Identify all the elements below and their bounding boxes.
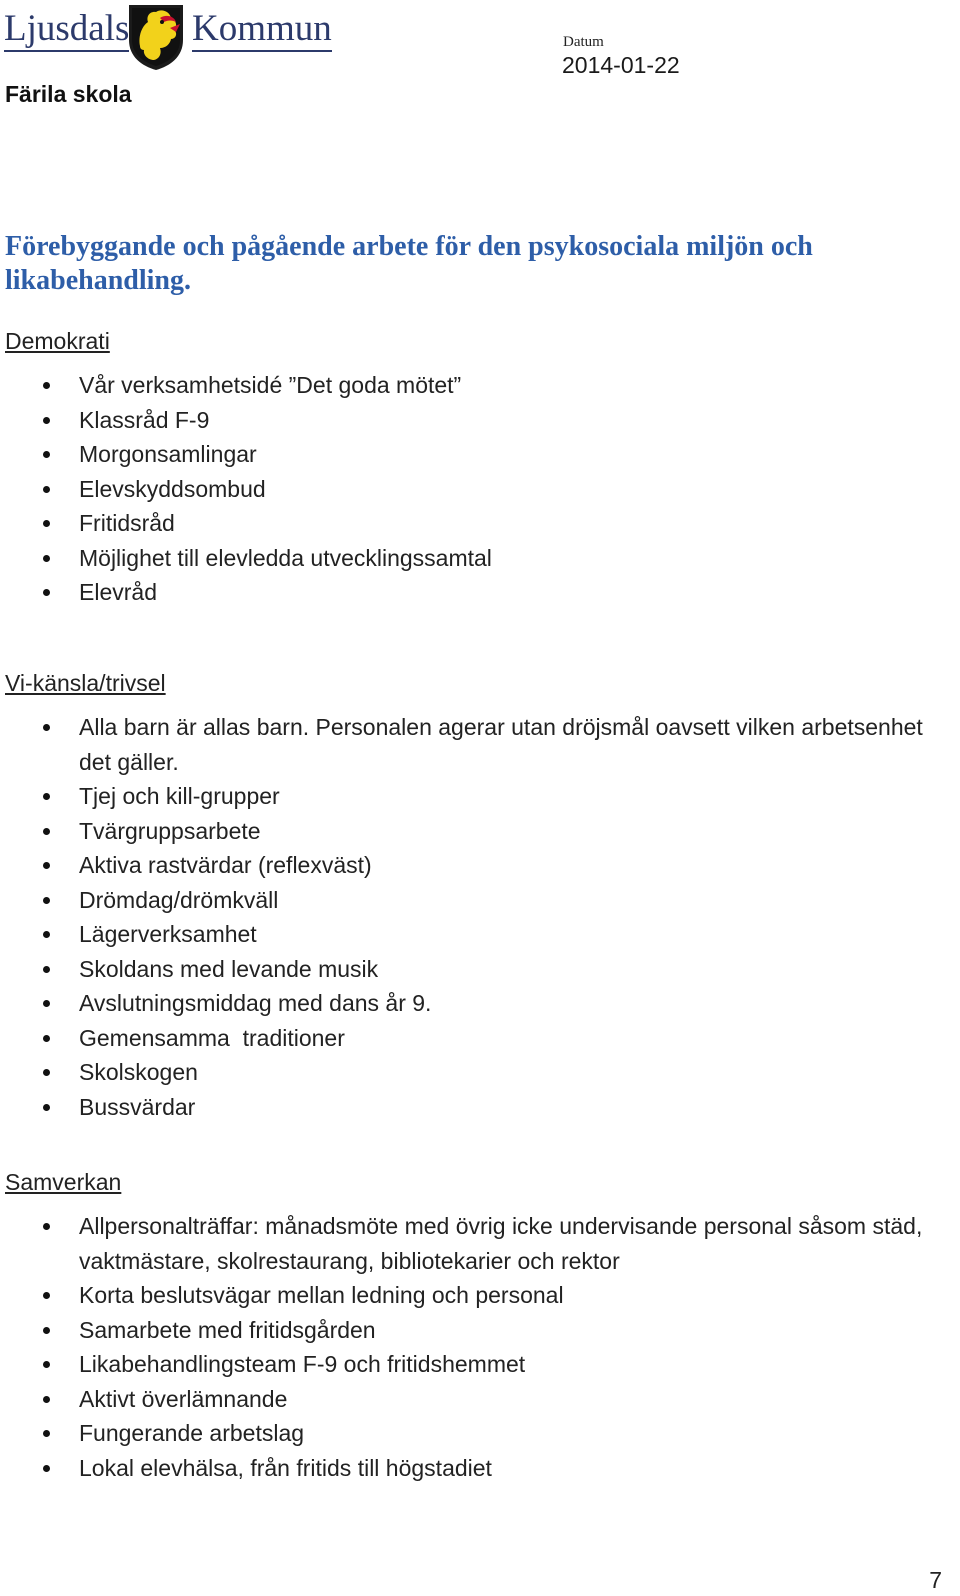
- list-item: Aktivt överlämnande: [0, 1382, 960, 1417]
- list-item: Samarbete med fritidsgården: [0, 1313, 960, 1348]
- list-item: Drömdag/drömkväll: [0, 883, 960, 918]
- list-item: Elevråd: [0, 575, 960, 610]
- logo-text-ljusdals: Ljusdals: [4, 10, 129, 52]
- school-name: Färila skola: [5, 81, 132, 107]
- bullet-icon: [43, 555, 50, 562]
- list-item: Bussvärdar: [0, 1090, 960, 1125]
- list-item: Morgonsamlingar: [0, 437, 960, 472]
- list-item: Fritidsråd: [0, 506, 960, 541]
- bullet-icon: [43, 724, 50, 731]
- logo-text-kommun: Kommun: [192, 10, 332, 52]
- page-number: 7: [929, 1567, 942, 1593]
- list-item: Tjej och kill-grupper: [0, 779, 960, 814]
- bullet-icon: [43, 486, 50, 493]
- bullet-icon: [43, 1327, 50, 1334]
- section-heading: Demokrati: [5, 328, 110, 354]
- section-samverkan: [0, 1167, 960, 1485]
- municipality-logo: [4, 2, 334, 72]
- list-item: Alla barn är allas barn. Personalen agerar utan dröjsmål oavsett vilken arbetsenhet det gäller.: [0, 710, 960, 779]
- list-item: Elevskyddsombud: [0, 472, 960, 507]
- bullet-icon: [43, 1000, 50, 1007]
- list-item: Aktiva rastvärdar (reflexväst): [0, 848, 960, 883]
- bullet-list: [0, 1209, 960, 1485]
- bullet-icon: [43, 1104, 50, 1111]
- bullet-icon: [43, 1223, 50, 1230]
- bullet-icon: [43, 793, 50, 800]
- list-item: Fungerande arbetslag: [0, 1416, 960, 1451]
- list-item: Lokal elevhälsa, från fritids till högstadiet: [0, 1451, 960, 1486]
- bullet-icon: [43, 382, 50, 389]
- bullet-icon: [43, 589, 50, 596]
- section-heading: Samverkan: [5, 1169, 122, 1195]
- list-item: Allpersonalträffar: månadsmöte med övrig icke undervisande personal såsom städ, vaktmästare, skolrestaurang, bibliotekarier och rektor: [0, 1209, 960, 1278]
- bullet-icon: [43, 1361, 50, 1368]
- document-header: [0, 0, 960, 120]
- document-title: Förebyggande och pågående arbete för den psykosociala miljön och likabehandling.: [5, 231, 813, 296]
- bullet-icon: [43, 1069, 50, 1076]
- list-item: Lägerverksamhet: [0, 917, 960, 952]
- bullet-icon: [43, 417, 50, 424]
- bullet-icon: [43, 1035, 50, 1042]
- section-vi-kansla-trivsel: [0, 668, 960, 1124]
- date-label: Datum: [563, 34, 604, 50]
- list-item: Skolskogen: [0, 1055, 960, 1090]
- list-item: Skoldans med levande musik: [0, 952, 960, 987]
- list-item: Klassråd F-9: [0, 403, 960, 438]
- bullet-icon: [43, 1396, 50, 1403]
- list-item: Likabehandlingsteam F-9 och fritidshemmet: [0, 1347, 960, 1382]
- bullet-list: [0, 368, 960, 610]
- section-heading: Vi-känsla/trivsel: [5, 670, 166, 696]
- bullet-icon: [43, 520, 50, 527]
- bullet-icon: [43, 931, 50, 938]
- bullet-icon: [43, 897, 50, 904]
- section-demokrati: [0, 326, 960, 610]
- list-item: Möjlighet till elevledda utvecklingssamtal: [0, 541, 960, 576]
- bullet-icon: [43, 1292, 50, 1299]
- bullet-icon: [43, 862, 50, 869]
- list-item: Korta beslutsvägar mellan ledning och personal: [0, 1278, 960, 1313]
- bullet-icon: [43, 451, 50, 458]
- bullet-icon: [43, 1430, 50, 1437]
- bullet-icon: [43, 1465, 50, 1472]
- list-item: Vår verksamhetsidé ”Det goda mötet”: [0, 368, 960, 403]
- municipal-crest-icon: [126, 2, 186, 72]
- date-value: 2014-01-22: [562, 52, 680, 78]
- bullet-icon: [43, 966, 50, 973]
- bullet-icon: [43, 828, 50, 835]
- list-item: Tvärgruppsarbete: [0, 814, 960, 849]
- bullet-list: [0, 710, 960, 1124]
- list-item: Gemensamma traditioner: [0, 1021, 960, 1056]
- list-item: Avslutningsmiddag med dans år 9.: [0, 986, 960, 1021]
